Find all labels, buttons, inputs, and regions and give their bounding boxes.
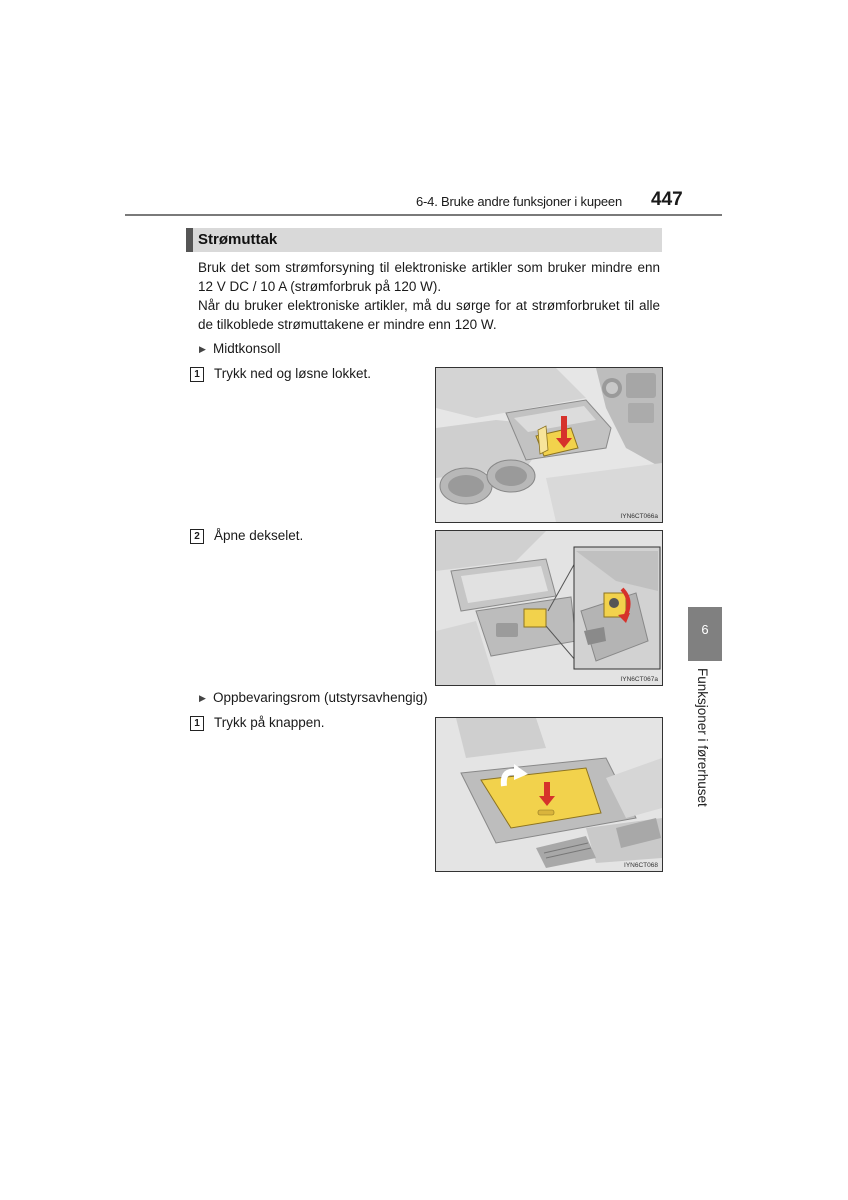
section-title-accent xyxy=(186,228,193,252)
header-rule xyxy=(125,214,722,216)
figure-code: IYN6CT068 xyxy=(624,862,658,869)
step-number-box: 1 xyxy=(190,716,204,731)
bullet-oppbevaringsrom xyxy=(199,690,428,705)
figure-code: IYN6CT067a xyxy=(620,676,658,683)
open-cover-illustration xyxy=(436,531,662,685)
step-text: Trykk ned og løsne lokket. xyxy=(214,366,372,381)
figure-console-lid xyxy=(435,367,663,523)
step-text: Trykk på knappen. xyxy=(214,715,325,730)
chapter-number: 6 xyxy=(701,622,709,637)
step-number-box: 2 xyxy=(190,529,204,544)
figure-code: IYN6CT066a xyxy=(620,513,658,520)
bullet-label: Oppbevaringsrom (utstyrsavhengig) xyxy=(213,690,428,705)
running-header: 6-4. Bruke andre funksjoner i kupeen xyxy=(416,194,622,209)
step-number-box: 1 xyxy=(190,367,204,382)
intro-text xyxy=(198,258,660,334)
step-text: Åpne dekselet. xyxy=(214,528,304,543)
storage-button-illustration xyxy=(436,718,662,871)
page-number: 447 xyxy=(651,189,683,210)
section-title: Strømuttak xyxy=(198,231,278,248)
console-lid-illustration xyxy=(436,368,662,522)
figure-open-cover xyxy=(435,530,663,686)
chapter-title: Funksjoner i førerhuset xyxy=(695,668,710,807)
intro-paragraph-1: Bruk det som strømforsyning til elektroniske artikler som bruker mindre enn 12 V DC / 10 A (strømforbruk på 120 W). xyxy=(198,260,660,294)
triangle-bullet-icon: ▶ xyxy=(199,693,206,703)
figure-storage-button xyxy=(435,717,663,872)
intro-paragraph-2: Når du bruker elektroniske artikler, må du sørge for at strømforbruket til alle de tilkoblede strømuttakene er mindre enn 120 W. xyxy=(198,298,660,332)
triangle-bullet-icon: ▶ xyxy=(199,344,206,354)
bullet-midtkonsoll xyxy=(199,341,281,356)
bullet-label: Midtkonsoll xyxy=(213,341,281,356)
